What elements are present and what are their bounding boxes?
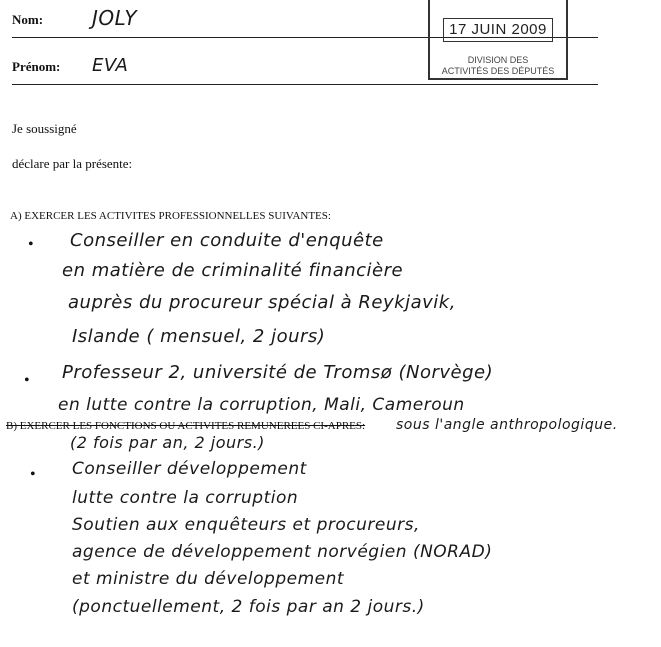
section-a-item-1-line-3: auprès du procureur spécial à Reykjavik, xyxy=(68,292,456,313)
section-a-item-2-note: sous l'angle anthropologique. xyxy=(396,417,618,433)
section-a-item-2-line-3: (2 fois par an, 2 jours.) xyxy=(70,433,265,452)
section-b-item-1-line-4: agence de développement norvégien (NORAD) xyxy=(72,542,493,562)
section-a-item-1-line-4: Islande ( mensuel, 2 jours) xyxy=(72,326,326,347)
section-a-item-1-line-1: Conseiller en conduite d'enquête xyxy=(70,230,384,251)
section-b-item-1-line-2: lutte contre la corruption xyxy=(72,488,299,508)
section-b-bullet-1: • xyxy=(30,466,36,483)
section-b-item-1-line-3: Soutien aux enquêteurs et procureurs, xyxy=(72,515,420,535)
prenom-handwritten-value: EVA xyxy=(92,55,129,76)
section-a-bullet-2: • xyxy=(24,372,30,389)
stamp-division-line2: ACTIVITÉS DES DÉPUTÉS xyxy=(441,66,555,76)
section-a-item-2-line-2: en lutte contre la corruption, Mali, Cameroun xyxy=(58,395,465,415)
intro-line-2: déclare par la présente: xyxy=(12,156,133,171)
section-b-item-1-line-5: et ministre du développement xyxy=(72,569,345,589)
nom-label: Nom: xyxy=(12,12,44,27)
received-stamp xyxy=(428,0,568,80)
section-a-bullet-1: • xyxy=(28,236,34,253)
nom-handwritten-value: JOLY xyxy=(92,6,138,30)
intro-line-1: Je soussigné xyxy=(12,121,77,136)
prenom-underline xyxy=(12,84,598,85)
prenom-label: Prénom: xyxy=(12,59,61,74)
section-a-item-2-line-1: Professeur 2, université de Tromsø (Norvège) xyxy=(62,362,494,383)
stamp-date: 17 JUIN 2009 xyxy=(443,18,553,42)
stamp-division-line1: DIVISION DES xyxy=(467,55,529,65)
section-a-title: A) EXERCER LES ACTIVITES PROFESSIONNELLES SUIVANTES: xyxy=(10,210,331,222)
section-b-title: B) EXERCER LES FONCTIONS OU ACTIVITES REMUNEREES CI-APRES: xyxy=(6,420,366,432)
section-b-item-1-line-1: Conseiller développement xyxy=(72,459,307,479)
section-b-item-1-line-6: (ponctuellement, 2 fois par an 2 jours.) xyxy=(72,597,425,617)
section-a-item-1-line-2: en matière de criminalité financière xyxy=(62,260,404,281)
